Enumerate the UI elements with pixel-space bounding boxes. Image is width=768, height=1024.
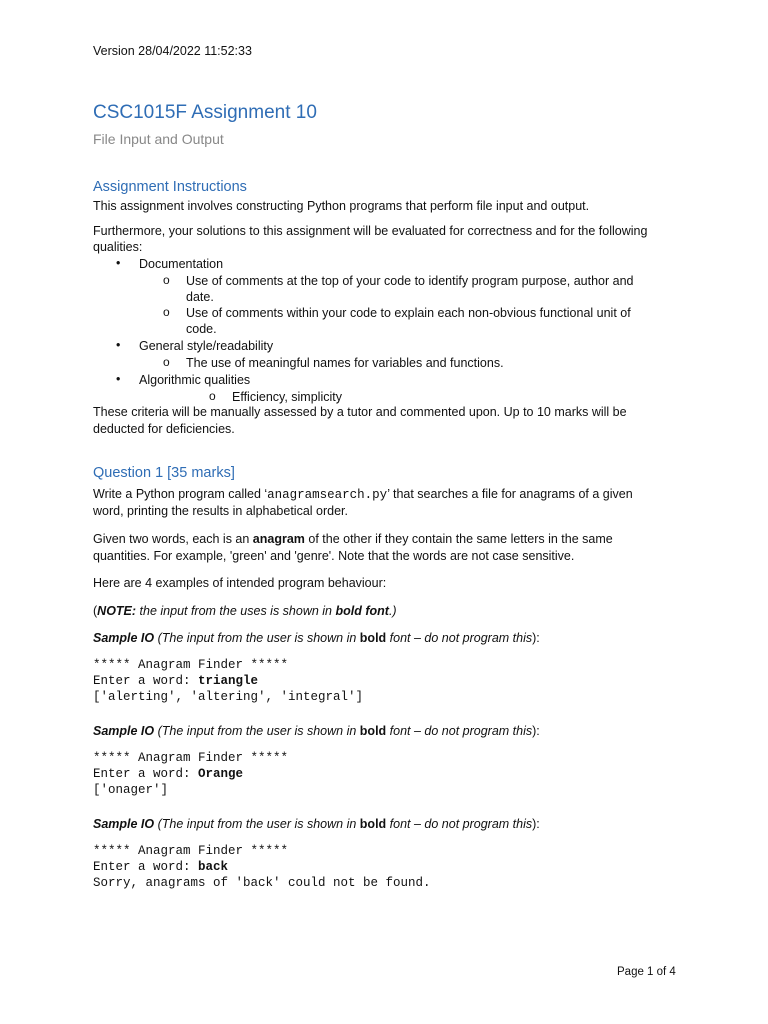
instructions-intro: This assignment involves constructing Python programs that perform file input and output. <box>93 199 590 213</box>
sample-io-label: Sample IO (The input from the user is shown in bold font – do not program this): <box>93 724 540 738</box>
criteria-line1: These criteria will be manually assessed by a tutor and commented upon. Up to 10 marks will be <box>93 405 627 419</box>
page-title: CSC1015F Assignment 10 <box>93 102 317 123</box>
q1-p1-line2: word, printing the results in alphabetical order. <box>93 504 349 518</box>
circle-bullet-icon: o <box>209 389 216 403</box>
circle-bullet-icon: o <box>163 355 170 369</box>
question1-heading: Question 1 [35 marks] <box>93 465 235 481</box>
bullet-icon: • <box>116 256 121 270</box>
bullet-algorithmic: Algorithmic qualities <box>139 373 251 387</box>
bullet-style: General style/readability <box>139 339 274 353</box>
io1-banner: ***** Anagram Finder ***** <box>93 658 289 672</box>
q1-p3: Here are 4 examples of intended program behaviour: <box>93 576 387 590</box>
io2-banner: ***** Anagram Finder ***** <box>93 751 289 765</box>
version-header: Version 28/04/2022 11:52:33 <box>93 44 252 58</box>
filename-code: anagramsearch.py <box>267 488 388 502</box>
io3-output: Sorry, anagrams of 'back' could not be found. <box>93 876 431 890</box>
q1-note: (NOTE: the input from the uses is shown in bold font.) <box>93 604 397 618</box>
algo-sub1: Efficiency, simplicity <box>232 390 342 404</box>
anagram-bold: anagram <box>252 532 305 546</box>
page-number: Page 1 of 4 <box>617 966 676 978</box>
quality-intro-line1: Furthermore, your solutions to this assignment will be evaluated for correctness and for the following <box>93 224 648 238</box>
criteria-line2: deducted for deficiencies. <box>93 422 235 436</box>
q1-p1-line1: Write a Python program called ‘anagramsearch.py’ that searches a file for anagrams of a given <box>93 487 633 502</box>
style-sub1: The use of meaningful names for variables and functions. <box>186 356 504 370</box>
doc-sub1-line2: date. <box>186 290 214 304</box>
doc-sub2-line2: code. <box>186 322 217 336</box>
circle-bullet-icon: o <box>163 273 170 287</box>
instructions-heading: Assignment Instructions <box>93 179 247 195</box>
q1-p2-line1: Given two words, each is an anagram of the other if they contain the same letters in the same <box>93 532 613 546</box>
bullet-icon: • <box>116 338 121 352</box>
sample-io-label: Sample IO (The input from the user is shown in bold font – do not program this): <box>93 631 540 645</box>
io3-prompt: Enter a word: back <box>93 860 229 874</box>
io2-prompt: Enter a word: Orange <box>93 767 244 781</box>
bullet-icon: • <box>116 372 121 386</box>
io2-output: ['onager'] <box>93 783 169 797</box>
circle-bullet-icon: o <box>163 305 170 319</box>
io1-output: ['alerting', 'altering', 'integral'] <box>93 690 364 704</box>
q1-p2-line2: quantities. For example, 'green' and 'genre'. Note that the words are not case sensitive. <box>93 549 575 563</box>
doc-sub2-line1: Use of comments within your code to explain each non-obvious functional unit of <box>186 306 631 320</box>
quality-intro-line2: qualities: <box>93 240 143 254</box>
bullet-documentation: Documentation <box>139 257 224 271</box>
sample-io-label: Sample IO (The input from the user is shown in bold font – do not program this): <box>93 817 540 831</box>
page-subtitle: File Input and Output <box>93 131 224 147</box>
io3-banner: ***** Anagram Finder ***** <box>93 844 289 858</box>
io1-prompt: Enter a word: triangle <box>93 674 259 688</box>
doc-sub1-line1: Use of comments at the top of your code to identify program purpose, author and <box>186 274 634 288</box>
